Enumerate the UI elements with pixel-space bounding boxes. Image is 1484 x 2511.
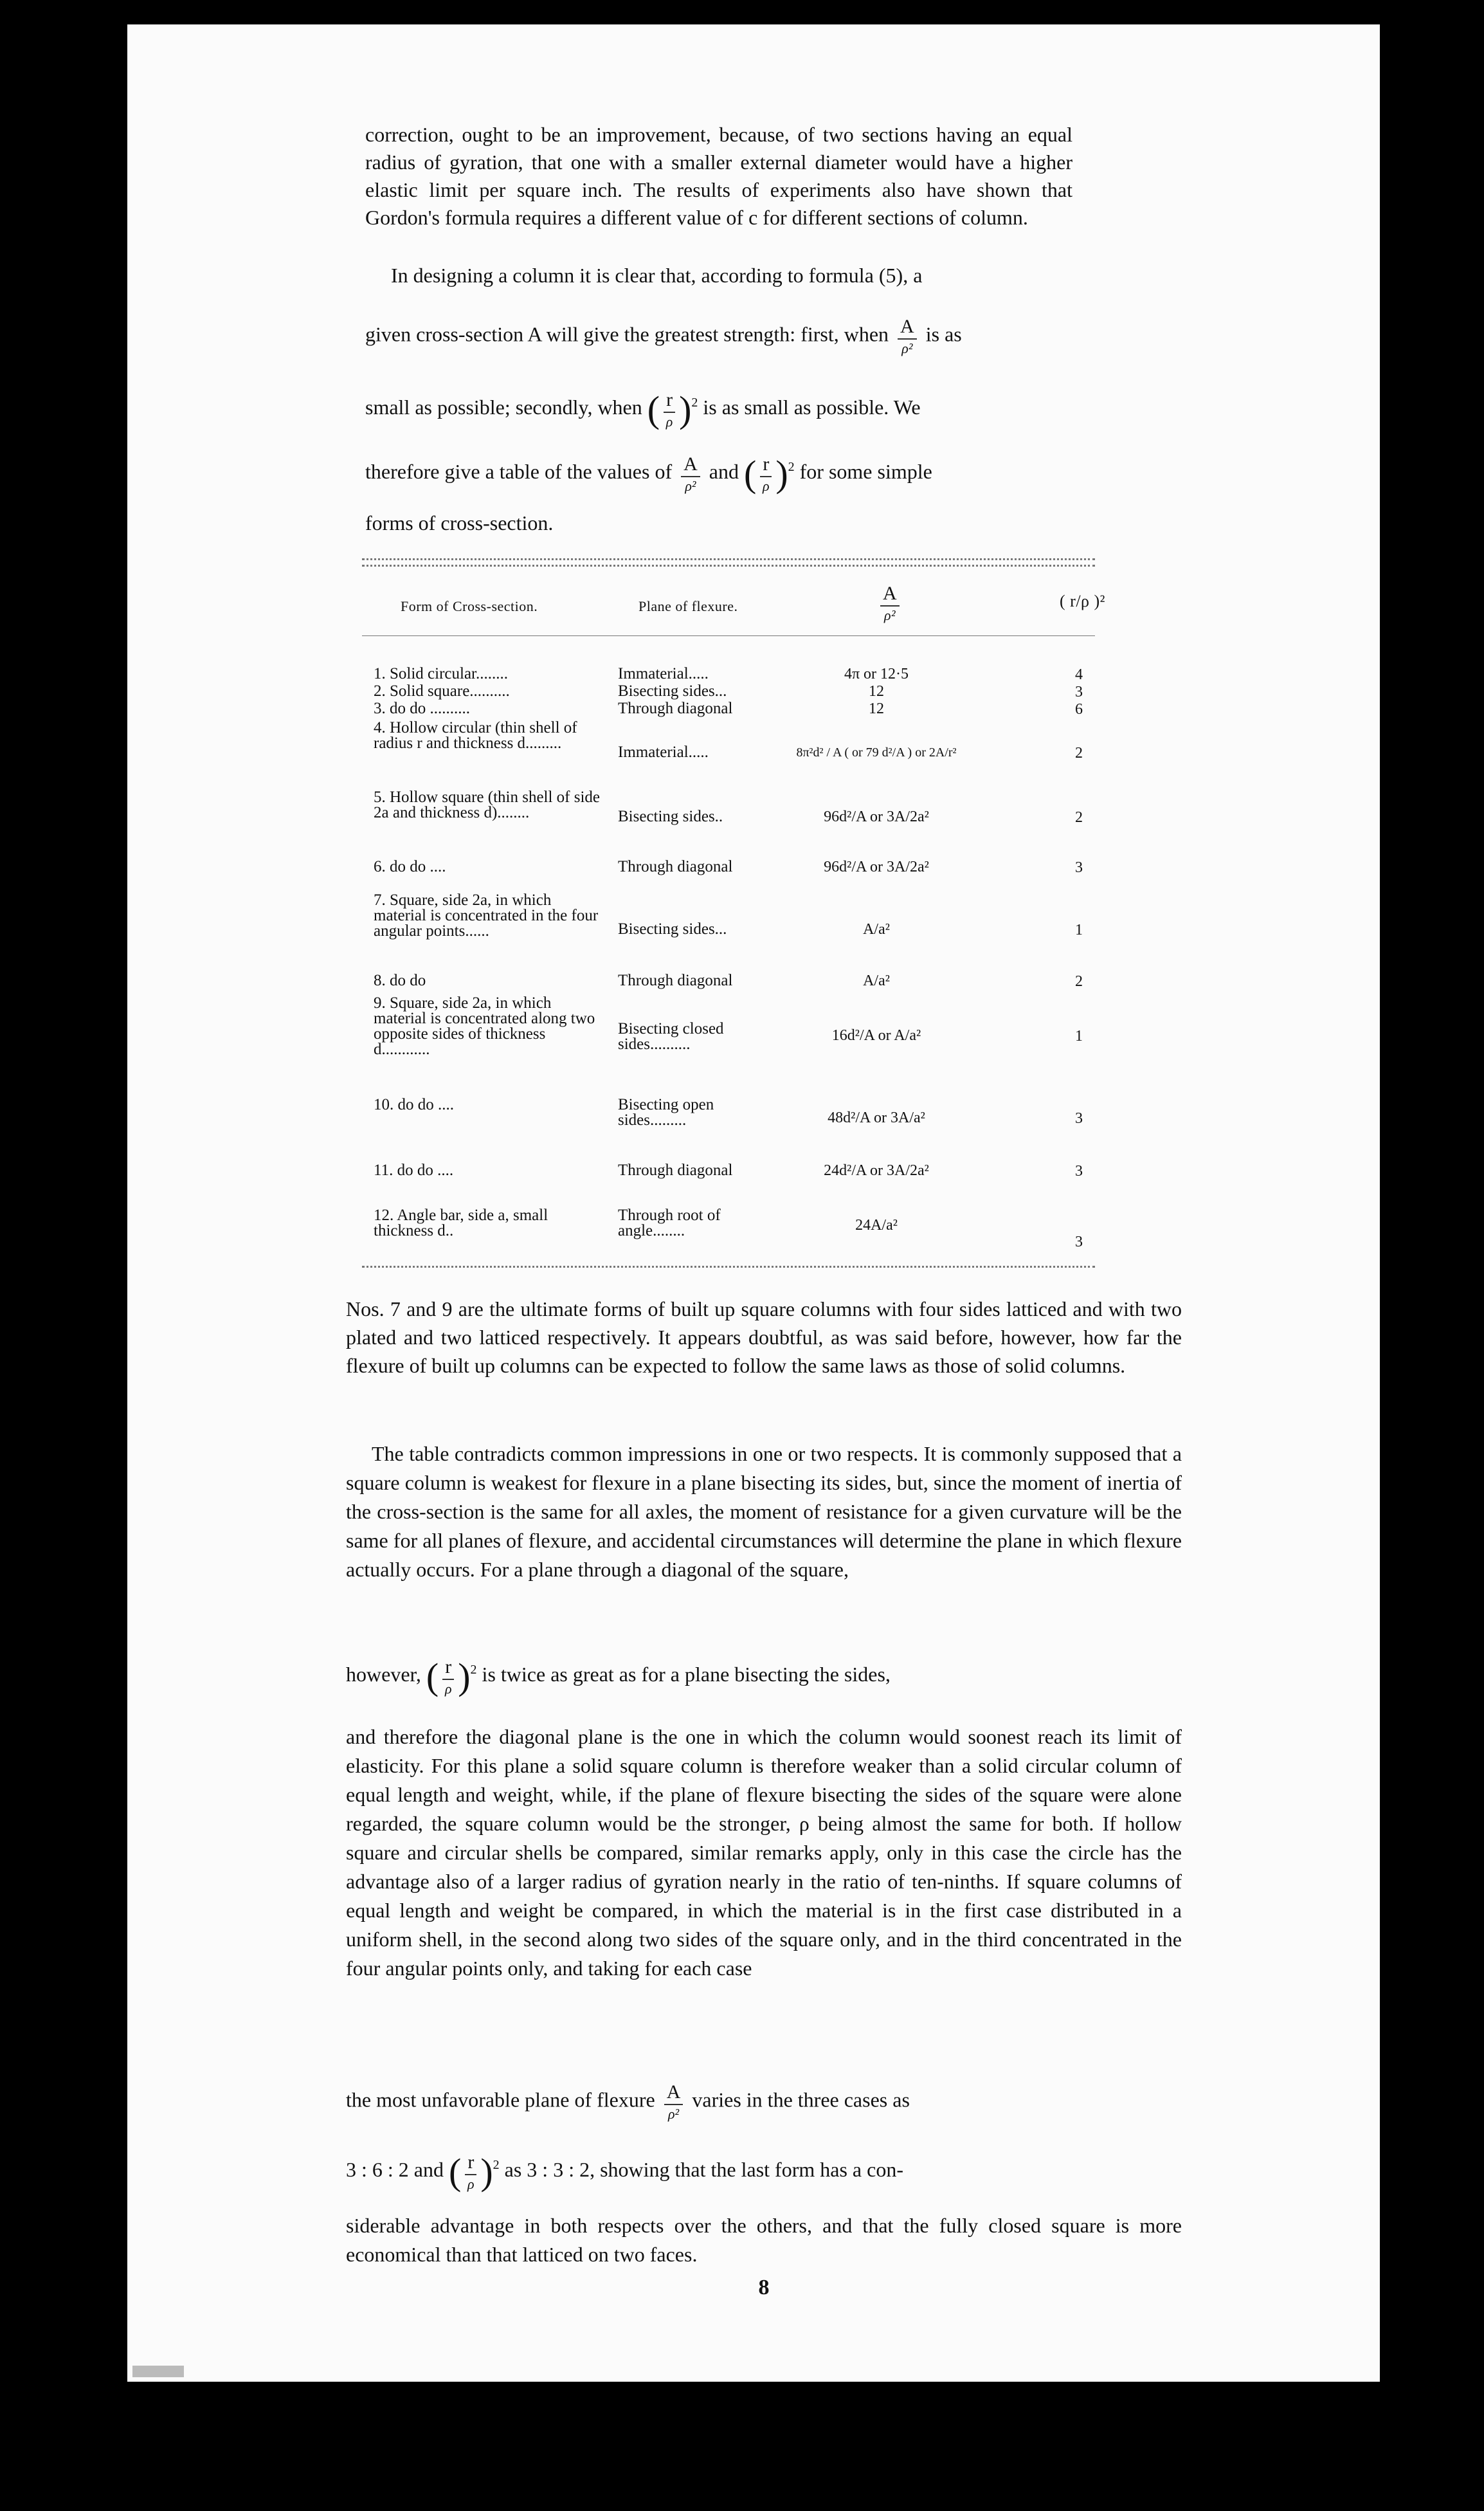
table-row-plane-9: Bisecting closed sides.......... <box>618 1020 724 1053</box>
cross-section-table <box>362 552 1105 1279</box>
paragraph-conclusion: siderable advantage in both respects over the others, and that the fully closed square is more economical than that latticed on two faces. <box>346 2214 1182 2266</box>
table-row-plane-6: Through diagonal <box>618 858 733 875</box>
header-last: ( r/ρ )² <box>1060 592 1105 610</box>
table-row-ratio-4: 8π²d² / A ( or 79 d²/A ) or 2A/r² <box>796 745 957 760</box>
table-row-form-2: 2. Solid square.......... <box>374 682 510 700</box>
table-row-r-7: 1 <box>1075 922 1083 938</box>
table-row-r-9: 1 <box>1075 1028 1083 1045</box>
table-row-r-4: 2 <box>1075 745 1083 762</box>
paragraph-intro: correction, ought to be an improvement, because, of two sections having an equal radius of gyration, that one with a smaller external diameter would have a higher elastic limit per square inch. The results of experiments also have shown that Gordon's formula requires a different value of c for different sections of column. <box>365 123 1072 229</box>
paragraph-ultimate-forms: Nos. 7 and 9 are the ultimate forms of built up square columns with four sides latticed and with two plated and two latticed respectively. It appears doubtful, as was said before, however, how far the flexure of built up columns can be expected to follow the same laws as those of solid columns. <box>346 1297 1182 1377</box>
table-row-plane-4: Immaterial..... <box>618 744 709 761</box>
table-bottom-rule <box>362 1266 1095 1268</box>
table-row-ratio-8: A/a² <box>863 972 890 989</box>
table-row-r-10: 3 <box>1075 1110 1083 1127</box>
table-row-form-3: 3. do do .......... <box>374 700 470 717</box>
table-row-r-11: 3 <box>1075 1163 1083 1180</box>
table-row-plane-2: Bisecting sides... <box>618 682 727 700</box>
table-top-rule-2 <box>362 565 1095 567</box>
paragraph-design-line1: In designing a column it is clear that, according to formula (5), a <box>391 264 923 287</box>
table-row-plane-3: Through diagonal <box>618 700 733 717</box>
table-row-form-12: 12. Angle bar, side a, small thickness d.. <box>374 1207 548 1239</box>
paragraph-design-line2: given cross-section A will give the greatest strength: first, when $\frac{A}{\text{ρ²}}$ is as <box>365 316 962 356</box>
header-rule <box>362 635 1095 636</box>
table-row-plane-11: Through diagonal <box>618 1162 733 1179</box>
table-row-form-6: 6. do do .... <box>374 858 446 875</box>
header-ratio: $\frac{A}{\text{ρ²}}$ <box>876 584 903 623</box>
fraction-a-over-rho2: $\frac{A}{\text{ρ²}}$ <box>681 455 700 493</box>
paragraph-design-line4: therefore give a table of the values of $\frac{A}{\text{ρ²}}$ and ( $\frac{r}{\rho}$ )$^2$ for some simple <box>365 453 932 495</box>
table-row-ratio-2: 12 <box>869 683 884 700</box>
table-row-form-1: 1. Solid circular........ <box>374 665 508 682</box>
table-row-form-8: 8. do do <box>374 972 426 989</box>
table-row-r-12: 3 <box>1075 1234 1083 1250</box>
table-row-r-5: 2 <box>1075 809 1083 826</box>
table-row-form-10: 10. do do .... <box>374 1096 454 1113</box>
table-row-form-11: 11. do do .... <box>374 1162 454 1179</box>
table-row-ratio-5: 96d²/A or 3A/2a² <box>824 808 929 825</box>
paragraph-unfavorable-line: the most unfavorable plane of flexure $\frac{A}{\text{ρ²}}$ varies in the three cases as <box>346 2081 910 2122</box>
paragraph-ratio-line: 3 : 6 : 2 and ( $\frac{r}{\rho}$ )$^2$ as 3 : 3 : 2, showing that the last form has a con- <box>346 2151 903 2193</box>
fraction-r-over-rho: $\frac{r}{\rho}$ <box>664 390 675 429</box>
paragraph-table-contradicts: The table contradicts common impressions in one or two respects. It is commonly supposed that a square column is weakest for flexure in a plane bisecting its sides, but, since the moment of inertia of the cross-section is the same for all axles, the moment of resistance for a given curvature will be the same for all planes of flexure, and accidental circumstances will determine the plane in which flexure actually occurs. For a plane through a diagonal of the square, <box>346 1442 1182 1581</box>
table-row-form-7: 7. Square, side 2a, in which material is concentrated in the four angular points...... <box>374 891 599 940</box>
table-row-form-4: 4. Hollow circular (thin shell of radius r and thickness d......... <box>374 719 577 752</box>
table-row-form-5: 5. Hollow square (thin shell of side 2a and thickness d)........ <box>374 789 601 821</box>
table-row-form-9: 9. Square, side 2a, in which material is concentrated along two opposite sides of thickness d............ <box>374 994 595 1058</box>
paragraph-however-line: however, ( $\frac{r}{\rho}$ )$^2$ is twice as great as for a plane bisecting the sides, <box>346 1656 891 1697</box>
paragraph-design-line5: forms of cross-section. <box>365 511 554 534</box>
table-row-ratio-1: 4π or 12·5 <box>844 666 909 682</box>
table-row-plane-10: Bisecting open sides......... <box>618 1096 714 1129</box>
paragraph-diagonal-plane: and therefore the diagonal plane is the one in which the column would soonest reach its limit of elasticity. For this plane a solid square column is therefore weaker than a solid circular column of equal length and weight, while, if the plane of flexure bisecting the sides of the square were alone regarded, the square column would be the stronger, ρ being almost the same for both. If hollow square and circular shells be compared, similar remarks apply, only in this case the circle has the advantage also of a larger radius of gyration nearly in the ratio of ten-ninths. If square columns of equal length and weight be compared, in which the material is in the first case distributed in a uniform shell, in the second along two sides of the square only, and in the third concentrated in the four angular points only, and taking for each case <box>346 1725 1182 1980</box>
table-top-rule <box>362 558 1095 560</box>
table-row-ratio-12: 24A/a² <box>855 1217 898 1234</box>
table-row-plane-5: Bisecting sides.. <box>618 808 723 825</box>
table-row-ratio-7: A/a² <box>863 921 890 938</box>
table-row-ratio-6: 96d²/A or 3A/2a² <box>824 859 929 875</box>
table-row-ratio-10: 48d²/A or 3A/a² <box>828 1109 925 1126</box>
header-plane: Plane of flexure. <box>638 598 738 614</box>
table-row-plane-1: Immaterial..... <box>618 665 709 682</box>
paragraph-design-line3: small as possible; secondly, when ( $\frac{r}{\rho}$ )$^2$ is as small as possible. We <box>365 388 921 430</box>
table-row-r-8: 2 <box>1075 973 1083 990</box>
header-form: Form of Cross-section. <box>401 598 538 614</box>
scan-artifact <box>132 2366 184 2377</box>
table-row-plane-8: Through diagonal <box>618 972 733 989</box>
fraction-a-over-rho2: $\frac{A}{\text{ρ²}}$ <box>898 317 917 356</box>
table-row-ratio-11: 24d²/A or 3A/2a² <box>824 1162 929 1179</box>
table-row-r-1: 4 <box>1075 666 1083 683</box>
table-row-r-3: 6 <box>1075 701 1083 718</box>
table-row-plane-7: Bisecting sides... <box>618 920 727 938</box>
table-row-ratio-9: 16d²/A or A/a² <box>831 1027 921 1044</box>
table-row-ratio-3: 12 <box>869 700 884 717</box>
table-row-plane-12: Through root of angle........ <box>618 1207 721 1239</box>
table-row-r-6: 3 <box>1075 859 1083 876</box>
table-row-r-2: 3 <box>1075 684 1083 700</box>
document-page <box>127 24 1380 2382</box>
page-number: 8 <box>758 2276 770 2299</box>
fraction-r-over-rho: $\frac{r}{\rho}$ <box>760 455 772 493</box>
